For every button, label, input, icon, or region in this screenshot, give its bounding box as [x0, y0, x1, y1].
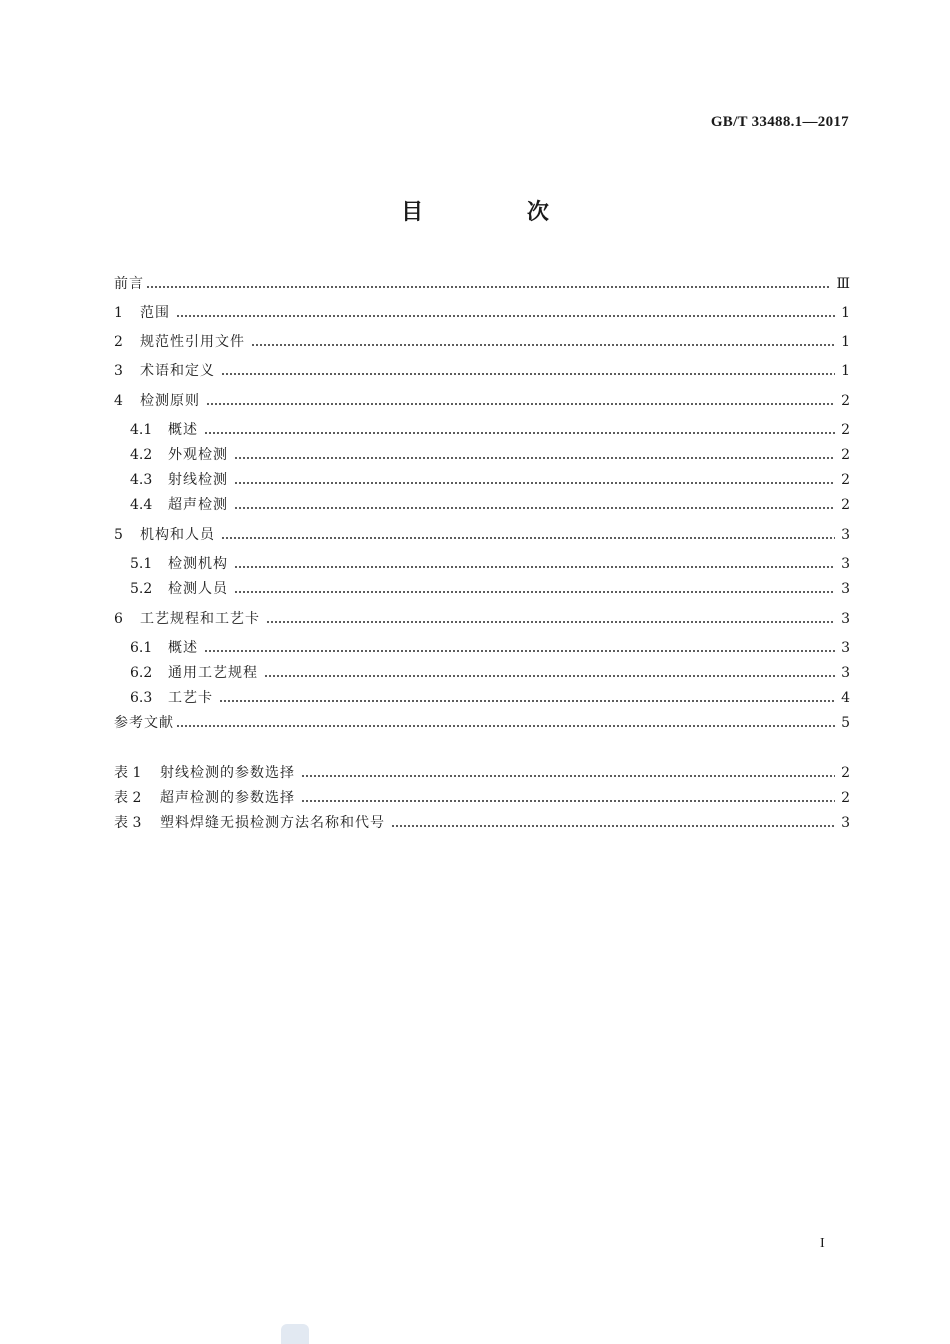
toc-number: 4.1: [130, 422, 153, 438]
toc-subentry[interactable]: [130, 494, 850, 516]
toc-label: 检测原则: [140, 393, 200, 409]
toc-number: 5.1: [130, 556, 153, 572]
dot-leader: [176, 712, 835, 734]
toc-page: 3: [841, 611, 850, 627]
toc-page: 3: [841, 556, 850, 572]
toc-number: 1: [114, 305, 123, 321]
toc-label: 机构和人员: [140, 527, 215, 543]
table-number: 表 1: [114, 765, 142, 781]
toc-page: 1: [841, 305, 850, 321]
toc-number: 2: [114, 334, 123, 350]
toc-page: Ⅲ: [836, 276, 850, 292]
toc-number: 4.2: [130, 447, 153, 463]
standard-code: GB/T 33488.1—2017: [710, 114, 849, 130]
toc-label: 规范性引用文件: [140, 334, 245, 350]
toc-entry[interactable]: [114, 524, 850, 546]
toc-page: 1: [841, 363, 850, 379]
dot-leader: [206, 390, 835, 412]
toc-subentry[interactable]: [130, 444, 850, 466]
toc-page: 1: [841, 334, 850, 350]
toc-subentry[interactable]: [130, 578, 850, 600]
toc-label: 检测机构: [168, 556, 228, 572]
toc-label: 射线检测: [168, 472, 228, 488]
toc-number: 4.4: [130, 497, 153, 513]
toc-label: 概述: [168, 640, 198, 656]
toc-page: 3: [841, 640, 850, 656]
table-number: 表 3: [114, 815, 142, 831]
toc-label: 工艺卡: [168, 690, 213, 706]
table-list-entry[interactable]: [114, 787, 850, 809]
toc-page: 2: [841, 472, 850, 488]
page-number: I: [820, 1236, 825, 1251]
dot-leader: [234, 553, 835, 575]
toc-number: 5: [114, 527, 123, 543]
toc-number: 4.3: [130, 472, 153, 488]
dot-leader: [301, 762, 835, 784]
dot-leader: [234, 469, 835, 491]
table-list-entry[interactable]: [114, 812, 850, 834]
toc-subentry[interactable]: [130, 637, 850, 659]
table-label: 超声检测的参数选择: [160, 790, 295, 806]
toc-label: 超声检测: [168, 497, 228, 513]
toc-entry-references[interactable]: [114, 712, 850, 734]
toc-subentry[interactable]: [130, 419, 850, 441]
dot-leader: [391, 812, 835, 834]
toc-number: 6.1: [130, 640, 153, 656]
toc-page: 3: [841, 665, 850, 681]
toc-number: 6.2: [130, 665, 153, 681]
dot-leader: [266, 608, 835, 630]
toc-page: 4: [841, 690, 850, 706]
toc-page: 2: [841, 765, 850, 781]
toc-page: 2: [841, 393, 850, 409]
toc-subentry[interactable]: [130, 687, 850, 709]
dot-leader: [301, 787, 835, 809]
dot-leader: [219, 687, 835, 709]
dot-leader: [264, 662, 835, 684]
toc-number: 5.2: [130, 581, 153, 597]
toc-label: 检测人员: [168, 581, 228, 597]
toc-label: 工艺规程和工艺卡: [140, 611, 260, 627]
toc-number: 6: [114, 611, 123, 627]
toc-entry[interactable]: [114, 360, 850, 382]
table-label: 射线检测的参数选择: [160, 765, 295, 781]
dot-leader: [146, 273, 830, 295]
dot-leader: [204, 419, 835, 441]
toc-label: 术语和定义: [140, 363, 215, 379]
toc-label: 通用工艺规程: [168, 665, 258, 681]
toc-label: 概述: [168, 422, 198, 438]
toc-page: 3: [841, 581, 850, 597]
toc-page: 2: [841, 790, 850, 806]
dot-leader: [234, 494, 835, 516]
table-list-entry[interactable]: [114, 762, 850, 784]
toc-subentry[interactable]: [130, 662, 850, 684]
toc-page: 2: [841, 497, 850, 513]
dot-leader: [234, 444, 835, 466]
table-number: 表 2: [114, 790, 142, 806]
dot-leader: [234, 578, 835, 600]
toc-label: 前言: [114, 276, 144, 292]
toc-subentry[interactable]: [130, 469, 850, 491]
toc-page: 5: [841, 715, 850, 731]
dot-leader: [204, 637, 835, 659]
toc-label: 参考文献: [114, 715, 174, 731]
toc-number: 3: [114, 363, 123, 379]
page-title: 目 次: [401, 200, 597, 225]
dot-leader: [221, 524, 835, 546]
toc-entry[interactable]: [114, 302, 850, 324]
toc-page: 2: [841, 422, 850, 438]
dot-leader: [176, 302, 835, 324]
toc-label: 范围: [140, 305, 170, 321]
toc-entry[interactable]: [114, 390, 850, 412]
dot-leader: [221, 360, 835, 382]
dot-leader: [251, 331, 835, 353]
toc-entry-foreword[interactable]: [114, 273, 850, 295]
toc-number: 4: [114, 393, 123, 409]
table-label: 塑料焊缝无损检测方法名称和代号: [160, 815, 385, 831]
toc-number: 6.3: [130, 690, 153, 706]
toc-page: 2: [841, 447, 850, 463]
toc-entry[interactable]: [114, 331, 850, 353]
watermark-logo-icon: [281, 1324, 309, 1344]
toc-subentry[interactable]: [130, 553, 850, 575]
toc-page: 3: [841, 815, 850, 831]
toc-page: 3: [841, 527, 850, 543]
toc-entry[interactable]: [114, 608, 850, 630]
toc-label: 外观检测: [168, 447, 228, 463]
